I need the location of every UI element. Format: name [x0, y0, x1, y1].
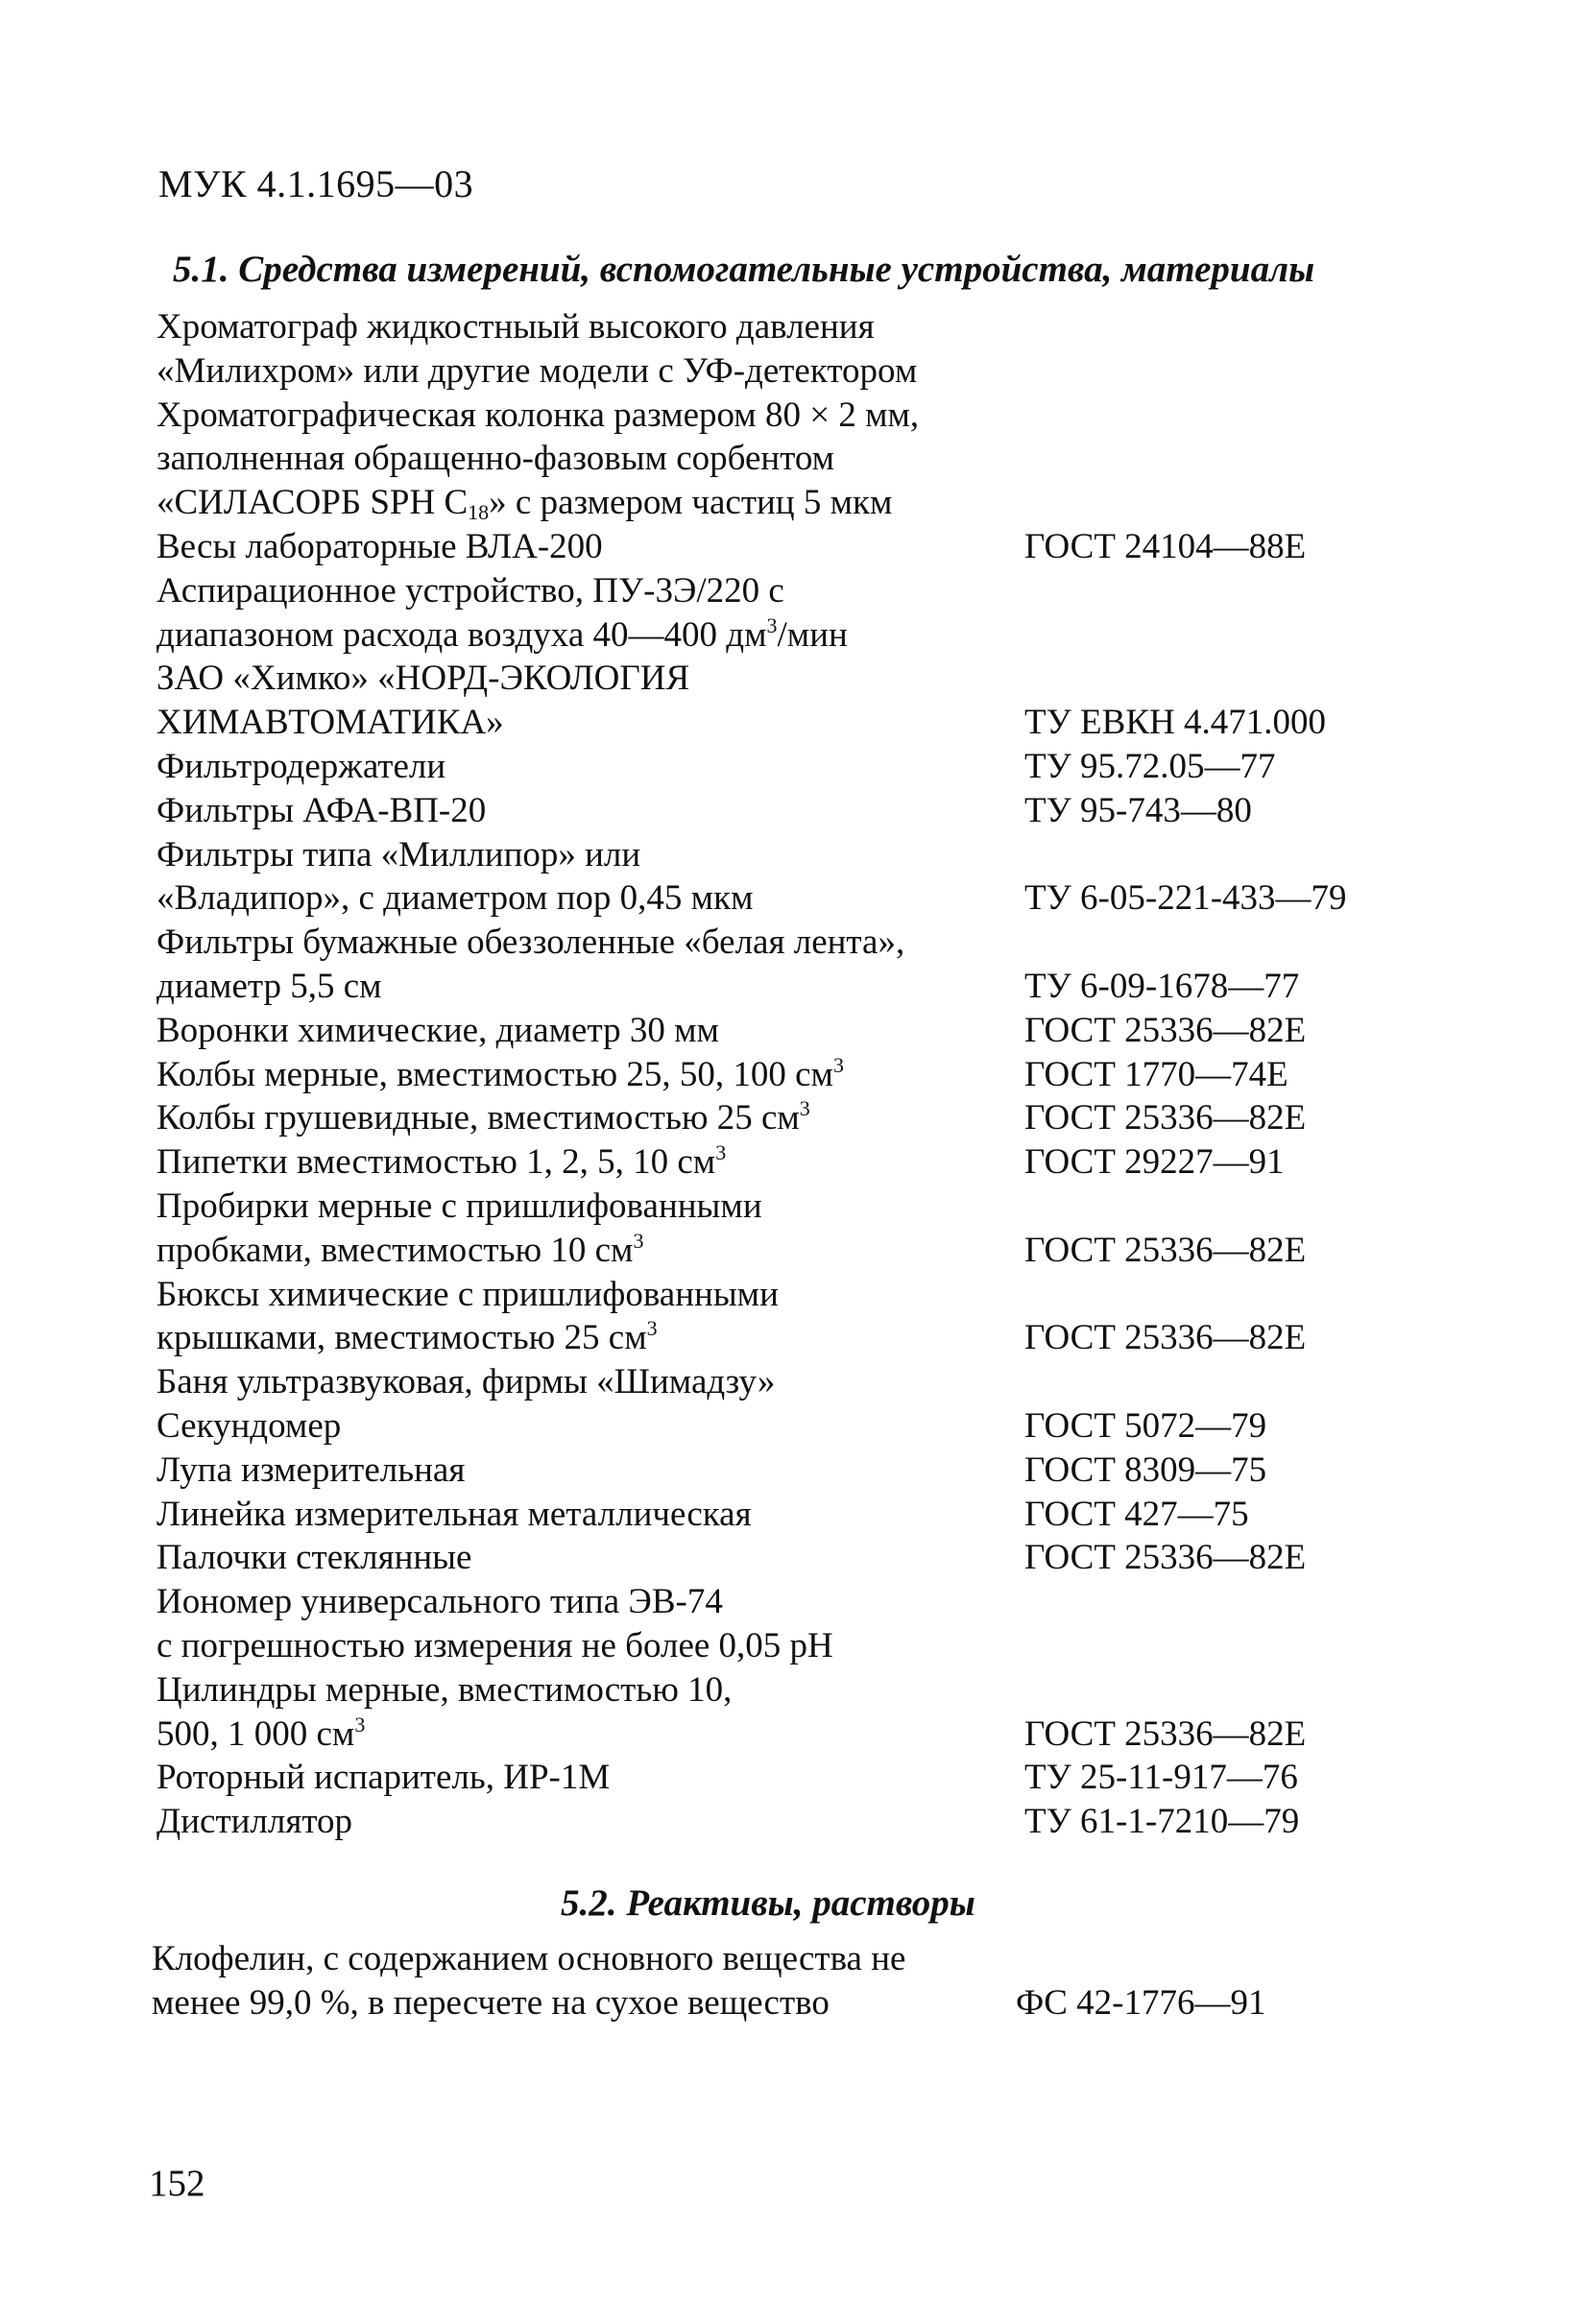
item-standard-reference: ГОСТ 25336—82Е — [1024, 1230, 1307, 1270]
item-description-text: Лупа измерительная — [156, 1450, 466, 1490]
item-standard-reference: ГОСТ 25336—82Е — [1024, 1538, 1307, 1578]
item-description-text: Клофелин, с содержанием основного вещества не — [152, 1939, 906, 1978]
item-description — [156, 1316, 658, 1360]
item-description-text: Хроматографическая колонка размером 80 × 2 мм, — [156, 395, 920, 435]
item-description — [156, 1668, 732, 1713]
item-description-continuation: » с размером частиц 5 мкм — [489, 483, 893, 523]
item-description-text: Бюксы химические с пришлифованными — [156, 1274, 779, 1314]
subscript: 18 — [468, 500, 490, 525]
item-description-text: 500, 1 000 см — [156, 1713, 355, 1754]
item-description — [156, 1580, 723, 1624]
item-description-text: Воронки химические, диаметр 30 мм — [156, 1010, 719, 1050]
item-description — [156, 1756, 610, 1800]
list-row — [156, 745, 1443, 789]
superscript: 3 — [633, 1228, 644, 1253]
item-description — [156, 1185, 762, 1229]
item-description — [156, 1096, 810, 1140]
item-standard-reference: ТУ 95-743—80 — [1024, 790, 1252, 830]
list-row — [156, 1229, 1443, 1273]
list-row — [156, 1273, 1443, 1317]
item-description — [152, 1981, 830, 2025]
item-standard-reference: ГОСТ 25336—82Е — [1024, 1010, 1307, 1050]
list-row — [156, 437, 1443, 481]
item-description-text: ЗАО «Химко» «НОРД-ЭКОЛОГИЯ — [156, 659, 690, 699]
item-description-text: Фильтродержатели — [156, 746, 446, 786]
item-description — [156, 437, 834, 481]
item-description — [156, 394, 919, 438]
item-description-text: заполненная обращенно-фазовым сорбентом — [156, 439, 835, 479]
item-description-text: «Владипор», с диаметром пор 0,45 мкм — [156, 878, 754, 919]
item-description — [156, 701, 504, 745]
item-description — [156, 657, 689, 701]
item-standard-reference: ГОСТ 29227—91 — [1024, 1142, 1285, 1183]
list-row — [156, 965, 1443, 1009]
item-description-text: Пипетки вместимостью 1, 2, 5, 10 см — [156, 1142, 716, 1183]
item-description-text: Фильтры бумажные обеззоленные «белая лента», — [156, 922, 905, 963]
item-description — [156, 921, 904, 965]
item-description — [156, 1229, 643, 1273]
list-row — [156, 1713, 1443, 1757]
item-standard-reference: ТУ 6-09-1678—77 — [1024, 966, 1300, 1006]
list-row — [156, 525, 1443, 569]
item-standard-reference: ТУ 95.72.05—77 — [1024, 746, 1276, 786]
section-heading-measuring-instruments: 5.1. Средства измерений, вспомогательные устройства, материалы — [173, 249, 1315, 290]
item-description — [156, 1449, 465, 1493]
list-row — [156, 1668, 1443, 1713]
item-description — [156, 789, 486, 833]
superscript: 3 — [832, 1052, 844, 1077]
item-description — [156, 1536, 471, 1580]
item-description — [156, 305, 875, 349]
item-description — [156, 1800, 352, 1844]
section-heading-reagents: 5.2. Реактивы, растворы — [561, 1882, 975, 1924]
item-description-text: Весы лабораторные ВЛА-200 — [156, 526, 603, 566]
item-standard-reference: ГОСТ 427—75 — [1024, 1494, 1249, 1534]
item-description — [156, 1273, 779, 1317]
item-description — [156, 481, 892, 525]
item-description — [156, 745, 445, 789]
reagents-list — [152, 1937, 1438, 2025]
list-row — [156, 1316, 1443, 1360]
superscript: 3 — [354, 1712, 366, 1737]
list-row — [156, 1360, 1443, 1404]
item-description-text: Колбы грушевидные, вместимостью 25 см — [156, 1098, 800, 1138]
list-row — [156, 701, 1443, 745]
item-standard-reference: ГОСТ 25336—82Е — [1024, 1318, 1307, 1358]
item-description-text: Аспирационное устройство, ПУ-3Э/220 с — [156, 570, 784, 611]
item-description-text: Цилиндры мерные, вместимостью 10, — [156, 1669, 733, 1710]
item-description-text: Палочки стеклянные — [156, 1538, 472, 1578]
item-standard-reference: ГОСТ 25336—82Е — [1024, 1713, 1307, 1754]
superscript: 3 — [799, 1096, 810, 1121]
item-standard-reference: ГОСТ 25336—82Е — [1024, 1098, 1307, 1138]
list-row — [156, 1493, 1443, 1537]
list-row — [156, 1140, 1443, 1185]
item-description — [156, 569, 784, 613]
item-description-text: Фильтры типа «Миллипор» или — [156, 834, 641, 874]
item-standard-reference: ТУ 61-1-7210—79 — [1024, 1802, 1300, 1842]
item-description-text: «СИЛАСОРБ SPH C — [156, 483, 469, 523]
page-number: 152 — [149, 2163, 205, 2204]
list-row — [156, 876, 1443, 921]
item-description — [152, 1937, 905, 1981]
item-description-text: Дистиллятор — [156, 1802, 353, 1842]
item-standard-reference: ТУ ЕВКН 4.471.000 — [1024, 703, 1326, 743]
item-description — [156, 613, 848, 658]
item-description — [156, 1493, 752, 1537]
item-description-text: Линейка измерительная металлическая — [156, 1494, 752, 1534]
list-row — [156, 833, 1443, 877]
item-description-text: Пробирки мерные с пришлифованными — [156, 1186, 762, 1226]
item-description-text: Колбы мерные, вместимостью 25, 50, 100 см — [156, 1054, 833, 1094]
list-row — [156, 1580, 1443, 1624]
item-description-text: Иономер универсального типа ЭВ-74 — [156, 1582, 723, 1622]
list-row — [156, 1449, 1443, 1493]
list-row — [156, 1009, 1443, 1053]
list-row — [156, 481, 1443, 525]
superscript: 3 — [715, 1140, 727, 1165]
list-row — [156, 1096, 1443, 1140]
item-description — [156, 525, 603, 569]
item-standard-reference: ТУ 25-11-917—76 — [1024, 1758, 1298, 1798]
list-row — [156, 1624, 1443, 1668]
list-row — [156, 569, 1443, 613]
item-description — [156, 1140, 726, 1185]
item-description — [156, 1404, 341, 1449]
superscript: 3 — [646, 1316, 658, 1341]
item-description-text: крышками, вместимостью 25 см — [156, 1318, 647, 1358]
list-row — [156, 1800, 1443, 1844]
item-description-text: Секундомер — [156, 1405, 342, 1446]
list-row — [156, 613, 1443, 658]
item-description-text: Фильтры АФА-ВП-20 — [156, 790, 487, 830]
item-standard-reference: ГОСТ 1770—74Е — [1024, 1054, 1288, 1094]
item-standard-reference: ГОСТ 24104—88Е — [1024, 526, 1307, 566]
item-description — [156, 1360, 775, 1404]
item-description — [156, 833, 640, 877]
item-description-text: Баня ультразвуковая, фирмы «Шимадзу» — [156, 1362, 776, 1402]
item-description-text: с погрешностью измерения не более 0,05 pH — [156, 1625, 833, 1665]
list-row — [152, 1981, 1438, 2025]
item-description-text: Роторный испаритель, ИР-1М — [156, 1758, 611, 1798]
list-row — [156, 1536, 1443, 1580]
item-description — [156, 1053, 844, 1097]
item-description — [156, 876, 753, 921]
list-row — [156, 657, 1443, 701]
item-description-text: «Милихром» или другие модели с УФ-детектором — [156, 350, 918, 391]
item-description — [156, 1624, 833, 1668]
item-description-text: Хроматограф жидкостныый высокого давления — [156, 307, 875, 347]
item-description-text: пробками, вместимостью 10 см — [156, 1230, 634, 1270]
list-row — [156, 1756, 1443, 1800]
list-row — [152, 1937, 1438, 1981]
item-description — [156, 349, 917, 394]
item-standard-reference: ГОСТ 8309—75 — [1024, 1450, 1267, 1490]
superscript: 3 — [766, 612, 778, 637]
list-row — [156, 305, 1443, 349]
list-row — [156, 1185, 1443, 1229]
list-row — [156, 349, 1443, 394]
list-row — [156, 1053, 1443, 1097]
item-description — [156, 1713, 365, 1757]
document-code-header: МУК 4.1.1695—03 — [158, 162, 474, 205]
item-description — [156, 965, 382, 1009]
list-row — [156, 1404, 1443, 1449]
item-description-continuation: /мин — [777, 614, 848, 655]
item-description-text: диаметр 5,5 см — [156, 966, 382, 1006]
list-row — [156, 789, 1443, 833]
list-row — [156, 394, 1443, 438]
item-description — [156, 1009, 719, 1053]
item-description-text: ХИМАВТОМАТИКА» — [156, 703, 504, 743]
item-standard-reference: ФС 42-1776—91 — [1016, 1982, 1266, 2023]
item-standard-reference: ТУ 6-05-221-433—79 — [1024, 878, 1347, 919]
list-row — [156, 921, 1443, 965]
item-description-text: диапазоном расхода воздуха 40—400 дм — [156, 614, 767, 655]
equipment-list — [156, 305, 1443, 1844]
item-description-text: менее 99,0 %, в пересчете на сухое вещество — [152, 1982, 830, 2023]
item-standard-reference: ГОСТ 5072—79 — [1024, 1405, 1267, 1446]
